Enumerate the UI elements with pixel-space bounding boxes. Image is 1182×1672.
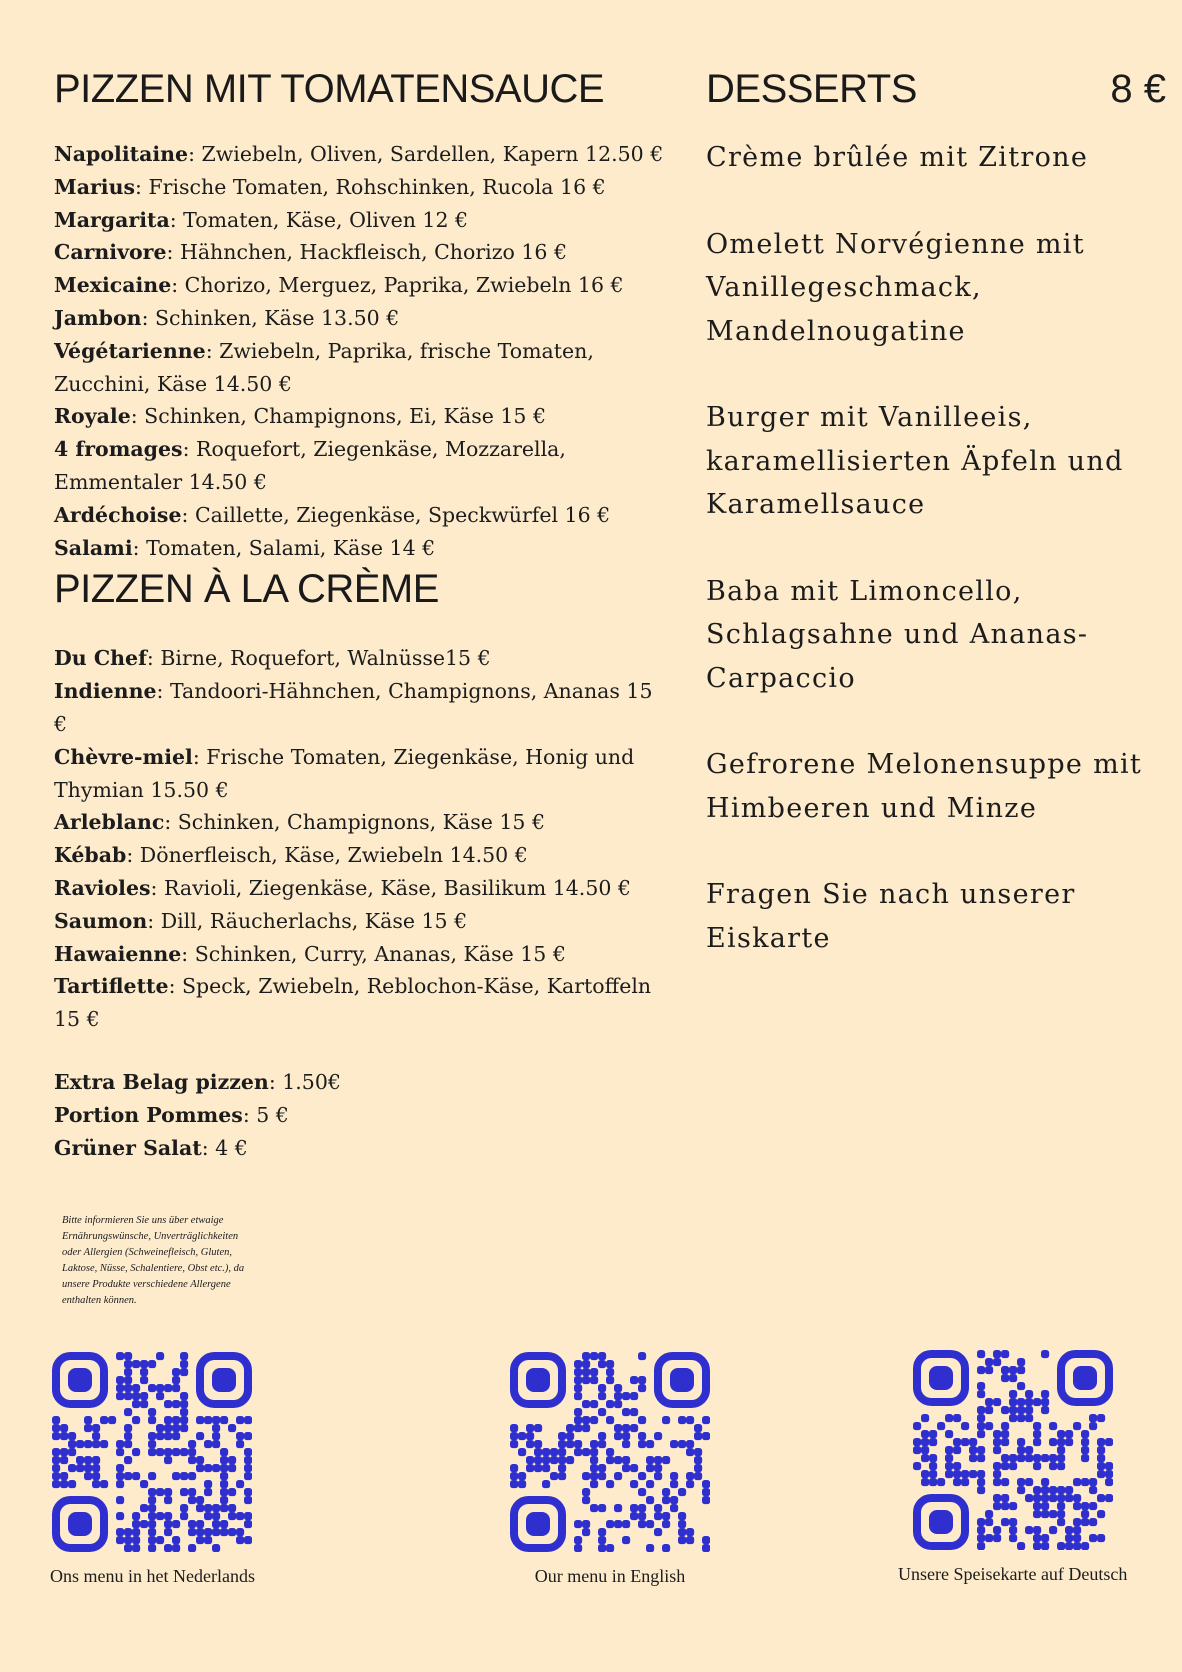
pizza-item-name: Hawaienne <box>54 941 182 966</box>
dessert-item: Burger mit Vanilleeis, karamellisierten Äpfeln und Karamellsauce <box>706 402 1124 520</box>
qr-code-nl[interactable] <box>52 1352 252 1552</box>
extra-item-name: Grüner Salat <box>54 1135 202 1160</box>
pizza-item-name: Salami <box>54 535 133 560</box>
extra-item-desc: : 5 € <box>242 1102 289 1127</box>
pizza-item-name: Chèvre-miel <box>54 744 193 769</box>
pizza-item <box>54 532 664 565</box>
pizza-item-name: Arleblanc <box>54 810 165 835</box>
pizza-item <box>54 171 664 204</box>
pizza-item-name: Kébab <box>54 843 127 868</box>
pizza-item-desc: : Zwiebeln, Oliven, Sardellen, Kapern 12.50 € <box>188 142 664 166</box>
extra-item <box>54 1099 664 1132</box>
pizza-item <box>54 499 664 532</box>
pizza-item <box>54 269 664 302</box>
pizza-item <box>54 236 664 269</box>
pizza-list-tomate <box>54 138 664 564</box>
pizza-item-desc: : Frische Tomaten, Rohschinken, Rucola 16 € <box>135 174 606 199</box>
pizza-item-desc: : Dill, Räucherlachs, Käse 15 € <box>147 908 468 933</box>
pizza-item-desc: : Frische Tomaten, Ziegenkäse, Honig und Thymian 15.50 € <box>54 744 635 802</box>
pizza-item <box>54 741 664 807</box>
pizza-item-desc: : Hähnchen, Hackfleisch, Chorizo 16 € <box>166 240 568 265</box>
pizza-item-desc: : Schinken, Champignons, Ei, Käse 15 € <box>130 404 547 429</box>
dessert-item: Baba mit Limoncello, Schlagsahne und Ananas-Carpaccio <box>706 575 1089 694</box>
pizza-item <box>54 905 664 938</box>
allergy-note: Bitte informieren Sie uns über etwaige Ernährungswünsche, Unverträglichkeiten oder Allergien (Schweinefleisch, Gluten, Laktose, Nüsse, Schalentiere, Obst etc.), da unsere Produkte verschiedene Allergene enthalten können. <box>62 1215 245 1306</box>
pizza-item-name: Mexicaine <box>54 273 172 298</box>
qr-code-en[interactable] <box>510 1352 710 1552</box>
pizza-item-name: Carnivore <box>54 240 167 265</box>
pizza-item-name: Du Chef <box>54 646 147 671</box>
pizza-item-desc: : Schinken, Curry, Ananas, Käse 15 € <box>181 941 566 966</box>
pizza-item-desc: : Dönerfleisch, Käse, Zwiebeln 14.50 € <box>126 843 528 868</box>
extra-item <box>54 1066 664 1099</box>
pizza-item-desc: : Zwiebeln, Paprika, frische Tomaten, Zucchini, Käse 14.50 € <box>54 338 594 396</box>
desserts-header <box>706 64 1166 114</box>
pizza-item <box>54 970 664 1036</box>
pizza-item <box>54 400 664 433</box>
qr-block-de <box>898 1350 1127 1585</box>
qr-caption-nl: Ons menu in het Nederlands <box>50 1566 255 1586</box>
pizza-item-name: Napolitaine <box>54 142 189 166</box>
pizza-item-name: Ravioles <box>54 875 151 900</box>
extra-item-name: Extra Belag pizzen <box>54 1069 269 1094</box>
pizza-item-desc: : Tandoori-Hähnchen, Champignons, Ananas 15 € <box>54 679 653 736</box>
pizza-item <box>54 806 664 839</box>
pizza-item-desc: : Ravioli, Ziegenkäse, Käse, Basilikum 14.50 € <box>150 875 631 900</box>
pizza-item <box>54 675 664 741</box>
pizza-item-desc: : Schinken, Käse 13.50 € <box>141 305 400 330</box>
pizza-item <box>54 204 664 237</box>
pizza-item-name: Jambon <box>54 305 142 330</box>
pizza-item-desc: : Speck, Zwiebeln, Reblochon-Käse, Kartoffeln 15 € <box>54 974 652 1032</box>
pizza-item-name: Margarita <box>54 207 170 232</box>
pizza-item-name: Marius <box>54 174 136 199</box>
pizza-item-desc: : Roquefort, Ziegenkäse, Mozzarella, Emmentaler 14.50 € <box>54 437 566 494</box>
pizza-item-desc: : Tomaten, Salami, Käse 14 € <box>132 535 436 560</box>
qr-block-nl <box>50 1352 255 1587</box>
pizza-item-name: Tartiflette <box>54 974 169 999</box>
pizza-item-name: Ardéchoise <box>54 502 182 527</box>
pizza-item <box>54 335 664 401</box>
dessert-item: Fragen Sie nach unserer Eiskarte <box>706 879 1076 954</box>
pizza-item-name: Saumon <box>54 908 148 933</box>
pizza-item-desc: : Caillette, Ziegenkäse, Speckwürfel 16 € <box>181 502 611 527</box>
pizza-item-desc: : Tomaten, Käse, Oliven 12 € <box>169 207 469 232</box>
desserts-column <box>706 64 1166 1003</box>
section-title-desserts: DESSERTS <box>706 67 917 111</box>
qr-caption-en: Our menu in English <box>534 1566 686 1586</box>
extra-item <box>54 1132 664 1165</box>
qr-code-de[interactable] <box>913 1350 1113 1550</box>
pizza-item-name: 4 fromages <box>54 437 183 462</box>
qr-caption-de: Unsere Speisekarte auf Deutsch <box>898 1564 1128 1584</box>
dessert-item: Omelett Norvégienne mit Vanillegeschmack, Mandelnougatine <box>706 228 1085 347</box>
pizza-column <box>54 64 664 1164</box>
pizza-item-name: Royale <box>54 404 131 429</box>
extra-item-desc: : 4 € <box>201 1135 248 1160</box>
section-title-pizzen-creme: PIZZEN À LA CRÈME <box>54 567 439 612</box>
extras-list <box>54 1066 664 1164</box>
dessert-item: Gefrorene Melonensuppe mit Himbeeren und Minze <box>706 749 1143 824</box>
extra-item-name: Portion Pommes <box>54 1102 243 1127</box>
desserts-price: 8 € <box>1110 67 1166 111</box>
pizza-item-desc: : Schinken, Champignons, Käse 15 € <box>164 810 546 835</box>
dessert-list <box>706 136 1166 960</box>
pizza-item <box>54 302 664 335</box>
pizza-item-desc: : Birne, Roquefort, Walnüsse15 € <box>146 646 491 671</box>
pizza-list-creme <box>54 642 664 1036</box>
pizza-item <box>54 433 664 499</box>
pizza-item <box>54 872 664 905</box>
qr-block-en <box>510 1352 710 1587</box>
pizza-item-desc: : Chorizo, Merguez, Paprika, Zwiebeln 16 € <box>171 273 624 298</box>
pizza-item-name: Végétarienne <box>54 338 206 363</box>
extra-item-desc: : 1.50€ <box>268 1069 341 1094</box>
pizza-item <box>54 839 664 872</box>
pizza-item <box>54 642 664 675</box>
dessert-item: Crème brûlée mit Zitrone <box>706 142 1089 173</box>
pizza-item <box>54 138 664 171</box>
pizza-item-name: Indienne <box>54 679 157 704</box>
pizza-item <box>54 938 664 971</box>
section-title-pizzen-tomate: PIZZEN MIT TOMATENSAUCE <box>54 67 605 111</box>
